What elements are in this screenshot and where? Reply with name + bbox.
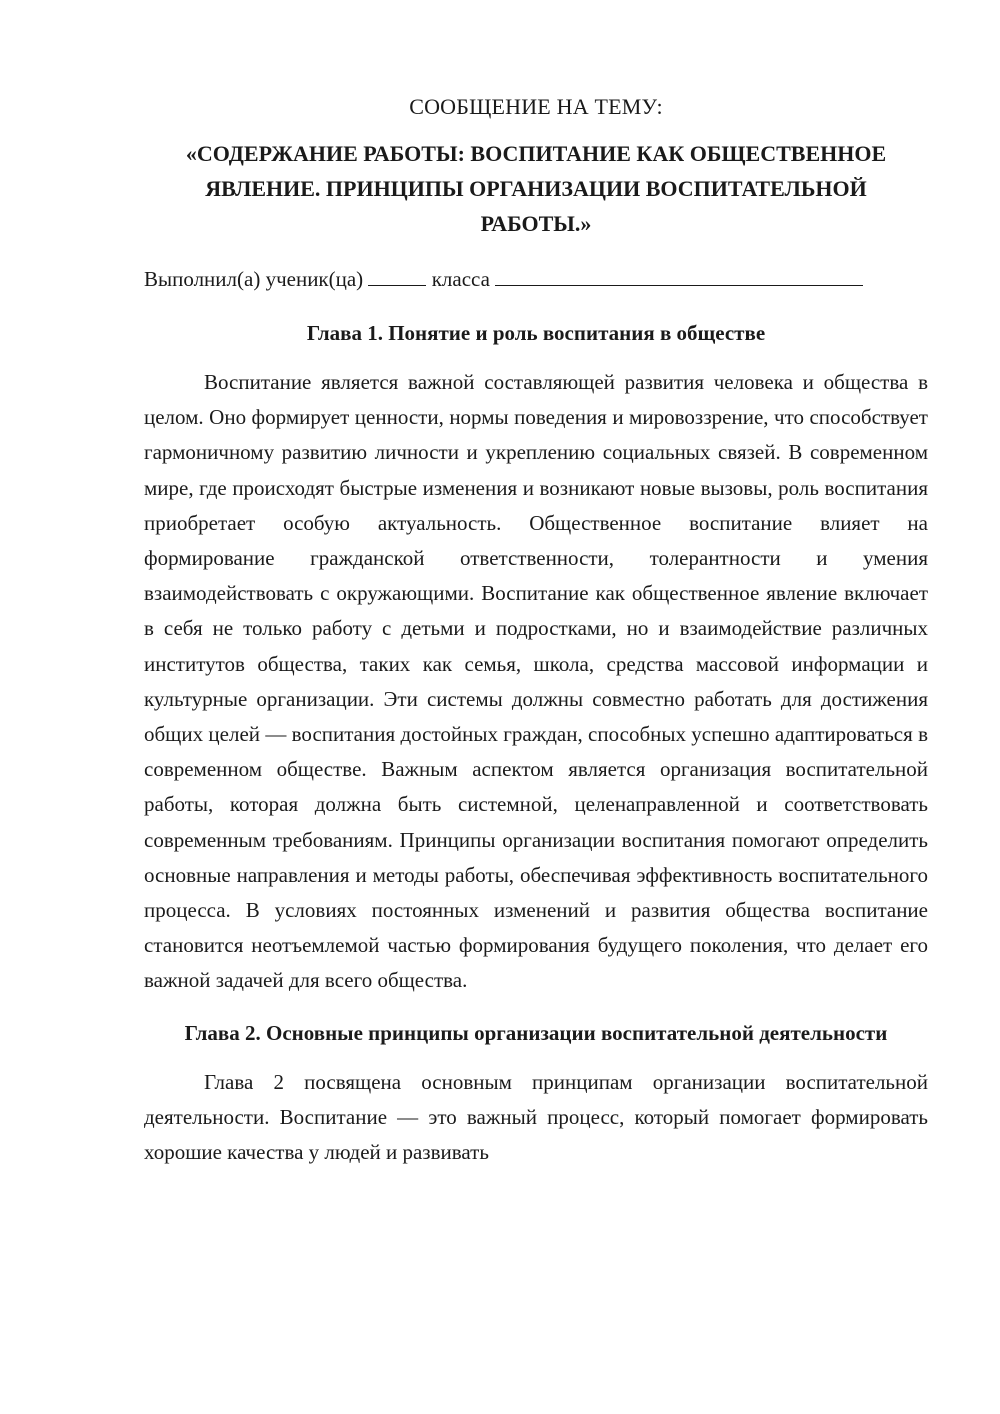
document-page — [144, 92, 928, 1188]
chapter-1-paragraph: Воспитание является важной составляющей развития человека и общества в целом. Оно формирует ценности, нормы поведения и мировоззрение, что способствует гармоничному развитию личности и укреплению социальных связей. В современном мире, где происходят быстрые изменения и возникают новые вызовы, роль воспитания приобретает особую актуальность. Общественное воспитание влияет на формирование гражданской ответственности, толерантности и умения взаимодействовать с окружающими. Воспитание как общественное явление включает в себя не только работу с детьми и подростками, но и взаимодействие различных институтов общества, таких как семья, школа, средства массовой информации и культурные организации. Эти системы должны совместно работать для достижения общих целей — воспитания достойных граждан, способных успешно адаптироваться в современном обществе. Важным аспектом является организация воспитательной работы, которая должна быть системной, целенаправленной и соответствовать современным требованиям. Принципы организации воспитания помогают определить основные направления и методы работы, обеспечивая эффективность воспитательного процесса. В условиях постоянных изменений и развития общества воспитание становится неотъемлемой частью формирования будущего поколения, что делает его важной задачей для всего общества. — [144, 370, 928, 993]
chapter-2-heading: Глава 2. Основные принципы организации воспитательной деятельности — [184, 1020, 888, 1045]
name-blank — [495, 265, 863, 286]
chapter-1-heading: Глава 1. Понятие и роль воспитания в обществе — [306, 321, 766, 345]
author-line — [144, 263, 928, 295]
document-title: «СОДЕРЖАНИЕ РАБОТЫ: ВОСПИТАНИЕ КАК ОБЩЕСТВЕННОЕ ЯВЛЕНИЕ. ПРИНЦИПЫ ОРГАНИЗАЦИИ ВОСПИТАТЕЛЬНОЙ РАБОТЫ.» — [185, 141, 887, 236]
class-label: класса — [431, 267, 490, 291]
author-prefix: Выполнил(а) ученик(ца) — [144, 267, 364, 291]
subject-line: СООБЩЕНИЕ НА ТЕМУ: — [409, 94, 663, 119]
grade-blank — [368, 265, 426, 286]
chapter-2-paragraph: Глава 2 посвящена основным принципам организации воспитательной деятельности. Воспитание — это важный процесс, который помогает формировать хорошие качества у людей и развивать — [144, 1069, 928, 1165]
